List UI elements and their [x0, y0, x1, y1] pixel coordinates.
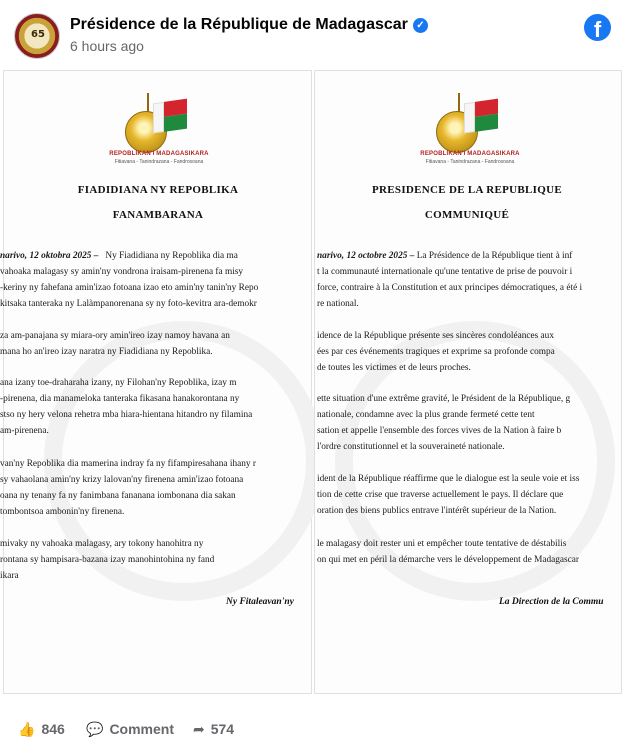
paragraph-2 [0, 328, 230, 360]
text-line: van'ny Repoblika dia mamerina indray fa ny fifampiresahana ihany r [0, 459, 256, 469]
text-line: sation et appelle l'ensemble des forces vives de la Nation à faire b [317, 426, 562, 436]
paragraph-1 [317, 248, 582, 312]
document-image-french[interactable] [314, 70, 622, 694]
post-header [0, 0, 625, 70]
text-line: -keriny ny fahefana amin'izao fotoana izao eto amin'ny tanin'ny Repo [0, 283, 259, 293]
text-line: idence de la République présente ses sincères condoléances aux [317, 331, 554, 341]
text-line: kitsaka tanteraka ny Lalàmpanorenana sy ny foto-kevitra ara-demokr [0, 299, 257, 309]
document-signature: Ny Fitaleavan'ny [226, 597, 294, 607]
text-line: mana ho an'ireo izay naratra ny Fiadidiana ny Repoblika. [0, 347, 213, 357]
text-line: ana izany toe-draharaha izany, ny Filohan'ny Repoblika, izay m [0, 378, 237, 388]
document-heading: PRESIDENCE DE LA REPUBLIQUE [372, 184, 562, 196]
text-line: tion de cette crise que traverse actuellement le pays. Il déclare que [317, 490, 564, 500]
paragraph-2 [317, 328, 555, 376]
text-line: re national. [317, 299, 359, 309]
republic-motto: Fitiavana - Tanindrazana - Fandrosoana [114, 159, 204, 165]
paragraph-5 [317, 536, 579, 568]
document-subheading: COMMUNIQUÉ [424, 209, 510, 221]
text-line: force, contraire à la Constitution et aux principes démocratiques, a été i [317, 283, 583, 293]
text-line: mivaky ny vahoaka malagasy, ary tokony hanohitra ny [0, 539, 204, 549]
post-timestamp[interactable]: 6 hours ago [70, 38, 144, 54]
comment-label: Comment [109, 721, 174, 737]
document-date: narivo, 12 oktobra 2025 – [0, 251, 99, 261]
text-line: Ny Fiadidiana ny Repoblika dia ma [105, 251, 238, 261]
share-count: 574 [210, 721, 235, 737]
share-button[interactable] [193, 721, 234, 738]
text-line: on qui met en péril la démarche vers le développement de Madagascar [317, 555, 580, 565]
text-line: de toutes les victimes et de leurs proches. [317, 363, 471, 373]
document-signature: La Direction de la Commu [499, 597, 604, 607]
text-line: ées par ces événements tragiques et exprime sa profonde compa [317, 347, 555, 357]
facebook-logo-icon[interactable]: f [584, 14, 611, 41]
paragraph-3 [0, 375, 252, 439]
page-avatar[interactable] [14, 13, 60, 59]
text-line: oana ny tenany fa ny fanimbana fananana iombonana dia sakan [0, 491, 236, 501]
page-name[interactable] [70, 16, 428, 34]
paragraph-3 [317, 391, 570, 455]
share-arrow-icon: ➦ [193, 721, 205, 737]
text-line: tombontsoa ambonin'ny firenena. [0, 507, 125, 517]
text-line: sy vahaolana amin'ny krizy lalovan'ny firenena amin'izao fotoana [0, 475, 244, 485]
document-image-malagasy[interactable] [0, 70, 312, 694]
text-line: vahoaka malagasy sy amin'ny vondrona iraisam-pirenena fa misy [0, 267, 244, 277]
text-line: ident de la République réaffirme que le dialogue est la seule voie et iss [317, 474, 580, 484]
text-line: rontana sy hampisara-bazana izay manohintohina ny fand [0, 555, 215, 565]
document-subheading: FANAMBARANA [112, 209, 204, 221]
text-line: le malagasy doit rester uni et empêcher toute tentative de déstabilis [317, 539, 567, 549]
text-line: ette situation d'une extrême gravité, le Président de la République, g [317, 394, 571, 404]
like-button[interactable] [18, 721, 65, 738]
comment-button[interactable] [86, 721, 174, 738]
paragraph-4 [0, 456, 256, 520]
avatar-badge-text: 65 [31, 29, 45, 40]
document-heading: FIADIDIANA NY REPOBLIKA [77, 184, 239, 196]
text-line: La Présidence de la République tient à inf [416, 251, 573, 261]
comment-icon: 💬 [86, 721, 104, 737]
text-line: ikara [0, 571, 19, 581]
paragraph-4 [317, 471, 579, 519]
text-line: oration des biens publics entrave l'intérêt supérieur de la Nation. [317, 506, 557, 516]
text-line: t la communauté internationale qu'une tentative de prise de pouvoir i [317, 267, 573, 277]
republic-title: REPOBLIKAN'I MADAGASIKARA [420, 151, 520, 157]
page-name-text[interactable]: Présidence de la République de Madagascar [70, 16, 408, 33]
paragraph-5 [0, 536, 214, 584]
republic-title: REPOBLIKAN'I MADAGASIKARA [109, 151, 209, 157]
text-line: za am-panajana sy miara-ory amin'ireo izay namoy havana an [0, 331, 230, 341]
text-line: nationale, condamne avec la plus grande fermeté cette tent [317, 410, 535, 420]
post-action-bar [0, 708, 625, 748]
text-line: -pirenena, dia manameloka tanteraka fikasana hanakorontana ny [0, 394, 240, 404]
paragraph-1 [0, 248, 258, 312]
republic-motto: Fitiavana - Tanindrazana - Fandrosoana [425, 159, 515, 165]
verified-badge-icon: ✓ [413, 18, 428, 33]
thumbs-up-icon: 👍 [18, 721, 36, 737]
text-line: stso ny hery velona rehetra mba hiara-hientana hitandro ny filamina [0, 410, 253, 420]
like-count: 846 [41, 721, 65, 737]
text-line: am-pirenena. [0, 426, 49, 436]
document-date: narivo, 12 octobre 2025 – [317, 251, 415, 261]
text-line: l'ordre constitutionnel et la souveraineté nationale. [317, 442, 505, 452]
